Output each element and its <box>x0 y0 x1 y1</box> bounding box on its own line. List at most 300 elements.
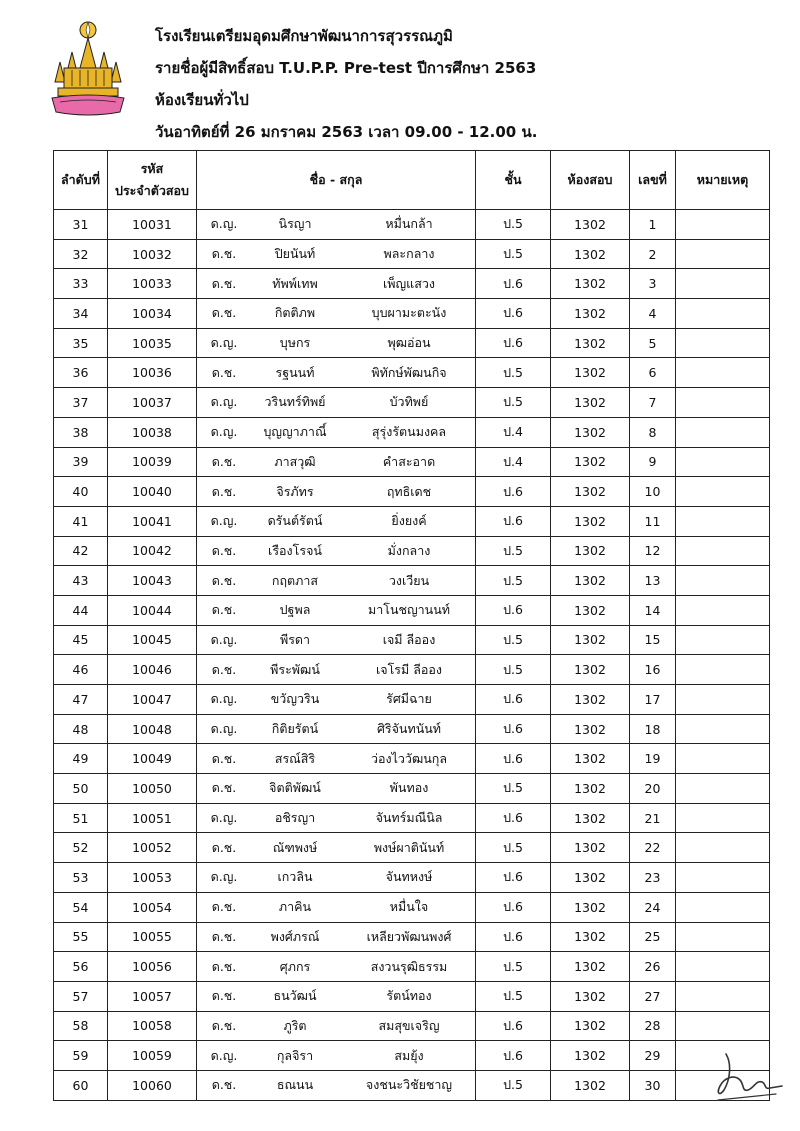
last-name: หมื่นกล้า <box>385 216 433 232</box>
cell-grade: ป.6 <box>476 803 551 833</box>
last-name: สมสุขเจริญ <box>378 1017 440 1033</box>
last-name: ฤทธิเดช <box>386 483 432 499</box>
cell-room: 1302 <box>551 417 630 447</box>
cell-room: 1302 <box>551 358 630 388</box>
table-row <box>54 506 770 536</box>
last-name: คำสะอาด <box>382 453 436 469</box>
cell-grade: ป.6 <box>476 714 551 744</box>
cell-room: 1302 <box>551 1070 630 1100</box>
cell-order: 59 <box>54 1041 108 1071</box>
last-name: พงษ์ผาตินันท์ <box>373 839 445 855</box>
last-name: ว่องไววัฒนกุล <box>370 750 448 766</box>
cell-full-name <box>197 447 476 477</box>
cell-seat: 19 <box>630 744 676 774</box>
cell-grade: ป.5 <box>476 358 551 388</box>
cell-order: 47 <box>54 685 108 715</box>
cell-full-name <box>197 714 476 744</box>
table-row <box>54 952 770 982</box>
first-name: ธณนน <box>276 1077 314 1093</box>
first-name: สรณ์สิริ <box>274 750 316 766</box>
table-row <box>54 536 770 566</box>
cell-exam-code: 10034 <box>108 299 197 329</box>
cell-note <box>676 803 770 833</box>
cell-grade: ป.6 <box>476 922 551 952</box>
last-name: จันทหงษ์ <box>385 869 433 885</box>
table-row <box>54 892 770 922</box>
table-row <box>54 210 770 240</box>
cell-full-name <box>197 506 476 536</box>
cell-note <box>676 774 770 804</box>
cell-order: 57 <box>54 981 108 1011</box>
cell-exam-code: 10057 <box>108 981 197 1011</box>
cell-seat: 16 <box>630 655 676 685</box>
name-title: ด.ช. <box>211 750 237 766</box>
first-name: ขวัญวริน <box>270 691 320 707</box>
cell-order: 35 <box>54 328 108 358</box>
cell-full-name <box>197 210 476 240</box>
name-title: ด.ญ. <box>210 513 238 529</box>
first-name: กฤตภาส <box>271 572 319 588</box>
cell-grade: ป.6 <box>476 1041 551 1071</box>
cell-room: 1302 <box>551 892 630 922</box>
cell-note <box>676 625 770 655</box>
cell-room: 1302 <box>551 210 630 240</box>
cell-order: 48 <box>54 714 108 744</box>
cell-full-name <box>197 863 476 893</box>
last-name: รัตน์ทอง <box>386 988 432 1004</box>
name-title: ด.ช. <box>211 305 237 321</box>
first-name: กิติยรัตน์ <box>271 721 319 737</box>
cell-seat: 11 <box>630 506 676 536</box>
cell-room: 1302 <box>551 477 630 507</box>
first-name: วรินทร์ทิพย์ <box>264 394 326 410</box>
cell-exam-code: 10041 <box>108 506 197 536</box>
cell-seat: 9 <box>630 447 676 477</box>
cell-full-name <box>197 477 476 507</box>
cell-grade: ป.6 <box>476 863 551 893</box>
cell-order: 43 <box>54 566 108 596</box>
cell-note <box>676 299 770 329</box>
cell-seat: 4 <box>630 299 676 329</box>
cell-grade: ป.5 <box>476 388 551 418</box>
cell-full-name <box>197 566 476 596</box>
cell-order: 51 <box>54 803 108 833</box>
cell-order: 54 <box>54 892 108 922</box>
name-title: ด.ญ. <box>210 810 238 826</box>
cell-order: 60 <box>54 1070 108 1100</box>
cell-exam-code: 10054 <box>108 892 197 922</box>
cell-order: 58 <box>54 1011 108 1041</box>
cell-seat: 3 <box>630 269 676 299</box>
table-row <box>54 595 770 625</box>
cell-note <box>676 1011 770 1041</box>
cell-room: 1302 <box>551 1011 630 1041</box>
cell-grade: ป.6 <box>476 1011 551 1041</box>
cell-exam-code: 10053 <box>108 863 197 893</box>
cell-note <box>676 358 770 388</box>
cell-full-name <box>197 774 476 804</box>
cell-exam-code: 10036 <box>108 358 197 388</box>
exam-roster-table <box>53 150 770 1101</box>
cell-order: 31 <box>54 210 108 240</box>
cell-order: 42 <box>54 536 108 566</box>
name-title: ด.ญ. <box>210 335 238 351</box>
cell-full-name <box>197 269 476 299</box>
first-name: ปิยนันท์ <box>274 246 316 262</box>
cell-room: 1302 <box>551 803 630 833</box>
last-name: สมยุ้ง <box>394 1047 424 1063</box>
cell-seat: 15 <box>630 625 676 655</box>
name-title: ด.ช. <box>211 1017 237 1033</box>
name-title: ด.ญ. <box>210 631 238 647</box>
name-title: ด.ช. <box>211 246 237 262</box>
cell-note <box>676 566 770 596</box>
cell-room: 1302 <box>551 566 630 596</box>
first-name: พงศ์ภรณ์ <box>270 928 320 944</box>
cell-room: 1302 <box>551 952 630 982</box>
cell-full-name <box>197 328 476 358</box>
cell-full-name <box>197 388 476 418</box>
cell-full-name <box>197 655 476 685</box>
last-name: เจโรมี ลีออง <box>375 661 442 677</box>
cell-room: 1302 <box>551 714 630 744</box>
document-header <box>155 20 537 148</box>
cell-seat: 22 <box>630 833 676 863</box>
cell-exam-code: 10035 <box>108 328 197 358</box>
name-title: ด.ญ. <box>210 869 238 885</box>
name-title: ด.ช. <box>211 928 237 944</box>
cell-seat: 7 <box>630 388 676 418</box>
cell-seat: 18 <box>630 714 676 744</box>
first-name: รฐนนท์ <box>275 364 315 380</box>
header-name: ชื่อ - สกุล <box>197 151 476 210</box>
last-name: เพ็ญแสวง <box>383 275 435 291</box>
first-name: ณัฑพงษ์ <box>272 839 318 855</box>
cell-order: 36 <box>54 358 108 388</box>
cell-full-name <box>197 299 476 329</box>
first-name: ทัพพ์เทพ <box>272 275 318 291</box>
table-row <box>54 625 770 655</box>
exam-date-time: วันอาทิตย์ที่ 26 มกราคม 2563 เวลา 09.00 - 12.00 น. <box>155 123 538 141</box>
cell-note <box>676 744 770 774</box>
cell-exam-code: 10044 <box>108 595 197 625</box>
table-row <box>54 981 770 1011</box>
cell-grade: ป.5 <box>476 210 551 240</box>
cell-exam-code: 10045 <box>108 625 197 655</box>
cell-seat: 8 <box>630 417 676 447</box>
last-name: ศิริจันทนันท์ <box>376 721 442 737</box>
cell-room: 1302 <box>551 506 630 536</box>
cell-exam-code: 10037 <box>108 388 197 418</box>
table-row <box>54 655 770 685</box>
cell-grade: ป.5 <box>476 952 551 982</box>
cell-seat: 6 <box>630 358 676 388</box>
cell-grade: ป.6 <box>476 892 551 922</box>
last-name: เหลียวพัฒนพงศ์ <box>366 928 452 944</box>
cell-grade: ป.5 <box>476 774 551 804</box>
first-name: ศุภกร <box>279 958 311 974</box>
header-code-line2: ประจำตัวสอบ <box>115 183 189 198</box>
cell-seat: 30 <box>630 1070 676 1100</box>
cell-full-name <box>197 922 476 952</box>
cell-note <box>676 210 770 240</box>
cell-grade: ป.4 <box>476 417 551 447</box>
room-type: ห้องเรียนทั่วไป <box>155 91 249 109</box>
first-name: กิตติภพ <box>274 305 316 321</box>
header-note: หมายเหตุ <box>676 151 770 210</box>
table-row <box>54 1070 770 1100</box>
cell-room: 1302 <box>551 536 630 566</box>
cell-seat: 14 <box>630 595 676 625</box>
cell-full-name <box>197 536 476 566</box>
first-name: จิตติพัฒน์ <box>269 780 321 796</box>
cell-room: 1302 <box>551 595 630 625</box>
last-name: วงเวียน <box>388 572 430 588</box>
name-title: ด.ช. <box>211 958 237 974</box>
cell-exam-code: 10048 <box>108 714 197 744</box>
last-name: มาโนชญานนท์ <box>367 602 450 618</box>
cell-exam-code: 10038 <box>108 417 197 447</box>
name-title: ด.ช. <box>211 453 237 469</box>
cell-seat: 5 <box>630 328 676 358</box>
cell-note <box>676 477 770 507</box>
first-name: ภูริต <box>283 1017 307 1033</box>
cell-full-name <box>197 417 476 447</box>
cell-grade: ป.5 <box>476 981 551 1011</box>
first-name: จิรภัทร <box>276 483 314 499</box>
last-name: สุรุ่งรัตนมงคล <box>371 424 447 440</box>
cell-grade: ป.4 <box>476 447 551 477</box>
cell-grade: ป.5 <box>476 239 551 269</box>
first-name: นิรญา <box>278 216 312 232</box>
name-title: ด.ช. <box>211 364 237 380</box>
cell-note <box>676 595 770 625</box>
cell-seat: 27 <box>630 981 676 1011</box>
cell-seat: 29 <box>630 1041 676 1071</box>
last-name: มั่งกลาง <box>387 542 431 558</box>
cell-order: 39 <box>54 447 108 477</box>
cell-note <box>676 833 770 863</box>
cell-seat: 26 <box>630 952 676 982</box>
cell-seat: 20 <box>630 774 676 804</box>
cell-exam-code: 10046 <box>108 655 197 685</box>
cell-order: 53 <box>54 863 108 893</box>
cell-full-name <box>197 625 476 655</box>
last-name: พุฒอ่อน <box>387 335 431 351</box>
first-name: ธนวัฒน์ <box>273 988 317 1004</box>
cell-grade: ป.6 <box>476 299 551 329</box>
cell-room: 1302 <box>551 239 630 269</box>
cell-seat: 2 <box>630 239 676 269</box>
name-title: ด.ญ. <box>210 216 238 232</box>
cell-order: 33 <box>54 269 108 299</box>
cell-seat: 28 <box>630 1011 676 1041</box>
name-title: ด.ช. <box>211 483 237 499</box>
last-name: พันทอง <box>389 780 429 796</box>
cell-exam-code: 10059 <box>108 1041 197 1071</box>
cell-seat: 24 <box>630 892 676 922</box>
cell-room: 1302 <box>551 922 630 952</box>
cell-seat: 10 <box>630 477 676 507</box>
cell-order: 41 <box>54 506 108 536</box>
cell-exam-code: 10043 <box>108 566 197 596</box>
cell-room: 1302 <box>551 388 630 418</box>
school-name: โรงเรียนเตรียมอุดมศึกษาพัฒนาการสุวรรณภูมิ <box>155 27 453 45</box>
cell-full-name <box>197 685 476 715</box>
table-row <box>54 922 770 952</box>
cell-note <box>676 388 770 418</box>
roster-body <box>54 210 770 1101</box>
cell-exam-code: 10039 <box>108 447 197 477</box>
cell-exam-code: 10032 <box>108 239 197 269</box>
table-row <box>54 714 770 744</box>
last-name: บัวทิพย์ <box>389 394 429 410</box>
table-row <box>54 566 770 596</box>
table-row <box>54 744 770 774</box>
name-title: ด.ญ. <box>210 691 238 707</box>
last-name: พิทักษ์พัฒนกิจ <box>371 364 447 380</box>
cell-note <box>676 447 770 477</box>
last-name: จันทร์มณีนิล <box>375 810 443 826</box>
name-title: ด.ช. <box>211 988 237 1004</box>
table-row <box>54 328 770 358</box>
table-row <box>54 803 770 833</box>
cell-grade: ป.6 <box>476 595 551 625</box>
cell-note <box>676 536 770 566</box>
cell-note <box>676 922 770 952</box>
header-seat: เลขที่ <box>630 151 676 210</box>
cell-order: 38 <box>54 417 108 447</box>
cell-order: 49 <box>54 744 108 774</box>
table-row <box>54 299 770 329</box>
last-name: สงวนรุฒิธรรม <box>370 958 448 974</box>
cell-seat: 17 <box>630 685 676 715</box>
cell-full-name <box>197 239 476 269</box>
header-exam-code <box>108 151 197 210</box>
cell-order: 44 <box>54 595 108 625</box>
first-name: พีรดา <box>279 631 311 647</box>
cell-room: 1302 <box>551 655 630 685</box>
cell-grade: ป.6 <box>476 744 551 774</box>
name-title: ด.ช. <box>211 542 237 558</box>
cell-seat: 23 <box>630 863 676 893</box>
cell-grade: ป.6 <box>476 328 551 358</box>
first-name: ภาคิน <box>278 899 312 915</box>
school-emblem-icon <box>50 18 126 118</box>
cell-seat: 25 <box>630 922 676 952</box>
cell-full-name <box>197 803 476 833</box>
first-name: เกวลิน <box>277 869 313 885</box>
table-row <box>54 477 770 507</box>
first-name: บุษกร <box>279 335 311 351</box>
cell-full-name <box>197 744 476 774</box>
cell-exam-code: 10055 <box>108 922 197 952</box>
cell-full-name <box>197 892 476 922</box>
header-room: ห้องสอบ <box>551 151 630 210</box>
cell-full-name <box>197 981 476 1011</box>
cell-seat: 12 <box>630 536 676 566</box>
cell-room: 1302 <box>551 981 630 1011</box>
cell-room: 1302 <box>551 1041 630 1071</box>
name-title: ด.ญ. <box>210 1047 238 1063</box>
name-title: ด.ช. <box>211 661 237 677</box>
table-row <box>54 1041 770 1071</box>
cell-note <box>676 506 770 536</box>
table-row <box>54 863 770 893</box>
table-row <box>54 833 770 863</box>
first-name: พีระพัฒน์ <box>270 661 320 677</box>
cell-grade: ป.6 <box>476 269 551 299</box>
cell-full-name <box>197 1070 476 1100</box>
cell-grade: ป.5 <box>476 625 551 655</box>
first-name: ปฐพล <box>279 602 311 618</box>
cell-note <box>676 685 770 715</box>
name-title: ด.ญ. <box>210 721 238 737</box>
name-title: ด.ช. <box>211 602 237 618</box>
cell-full-name <box>197 1041 476 1071</box>
first-name: บุญญาภาณี์ <box>263 424 327 440</box>
last-name: เจมี ลีออง <box>382 631 436 647</box>
cell-seat: 1 <box>630 210 676 240</box>
cell-order: 45 <box>54 625 108 655</box>
first-name: เรืองโรจน์ <box>268 542 322 558</box>
cell-room: 1302 <box>551 774 630 804</box>
first-name: ดรันต์รัตน์ <box>267 513 323 529</box>
cell-note <box>676 417 770 447</box>
table-row <box>54 685 770 715</box>
first-name: อชิรญา <box>274 810 316 826</box>
cell-note <box>676 655 770 685</box>
cell-exam-code: 10047 <box>108 685 197 715</box>
cell-room: 1302 <box>551 744 630 774</box>
cell-room: 1302 <box>551 833 630 863</box>
cell-exam-code: 10031 <box>108 210 197 240</box>
cell-full-name <box>197 952 476 982</box>
name-title: ด.ญ. <box>210 394 238 410</box>
cell-room: 1302 <box>551 328 630 358</box>
header-code-line1: รหัส <box>140 161 164 176</box>
name-title: ด.ช. <box>211 780 237 796</box>
cell-grade: ป.6 <box>476 506 551 536</box>
cell-room: 1302 <box>551 685 630 715</box>
cell-exam-code: 10042 <box>108 536 197 566</box>
cell-room: 1302 <box>551 625 630 655</box>
cell-exam-code: 10060 <box>108 1070 197 1100</box>
cell-note <box>676 714 770 744</box>
last-name: หมื่นใจ <box>389 899 429 915</box>
cell-room: 1302 <box>551 269 630 299</box>
table-row <box>54 774 770 804</box>
cell-exam-code: 10058 <box>108 1011 197 1041</box>
list-title: รายชื่อผู้มีสิทธิ์สอบ T.U.P.P. Pre-test ปีการศึกษา 2563 <box>155 59 537 77</box>
cell-order: 46 <box>54 655 108 685</box>
cell-order: 37 <box>54 388 108 418</box>
cell-room: 1302 <box>551 299 630 329</box>
last-name: รัศมีฉาย <box>386 691 432 707</box>
header-order: ลำดับที่ <box>54 151 108 210</box>
cell-grade: ป.6 <box>476 685 551 715</box>
cell-full-name <box>197 595 476 625</box>
cell-seat: 21 <box>630 803 676 833</box>
table-row <box>54 269 770 299</box>
cell-grade: ป.5 <box>476 1070 551 1100</box>
header-grade: ชั้น <box>476 151 551 210</box>
last-name: ยิ่งยงค์ <box>391 513 427 529</box>
cell-order: 40 <box>54 477 108 507</box>
cell-seat: 13 <box>630 566 676 596</box>
cell-note <box>676 269 770 299</box>
cell-exam-code: 10050 <box>108 774 197 804</box>
